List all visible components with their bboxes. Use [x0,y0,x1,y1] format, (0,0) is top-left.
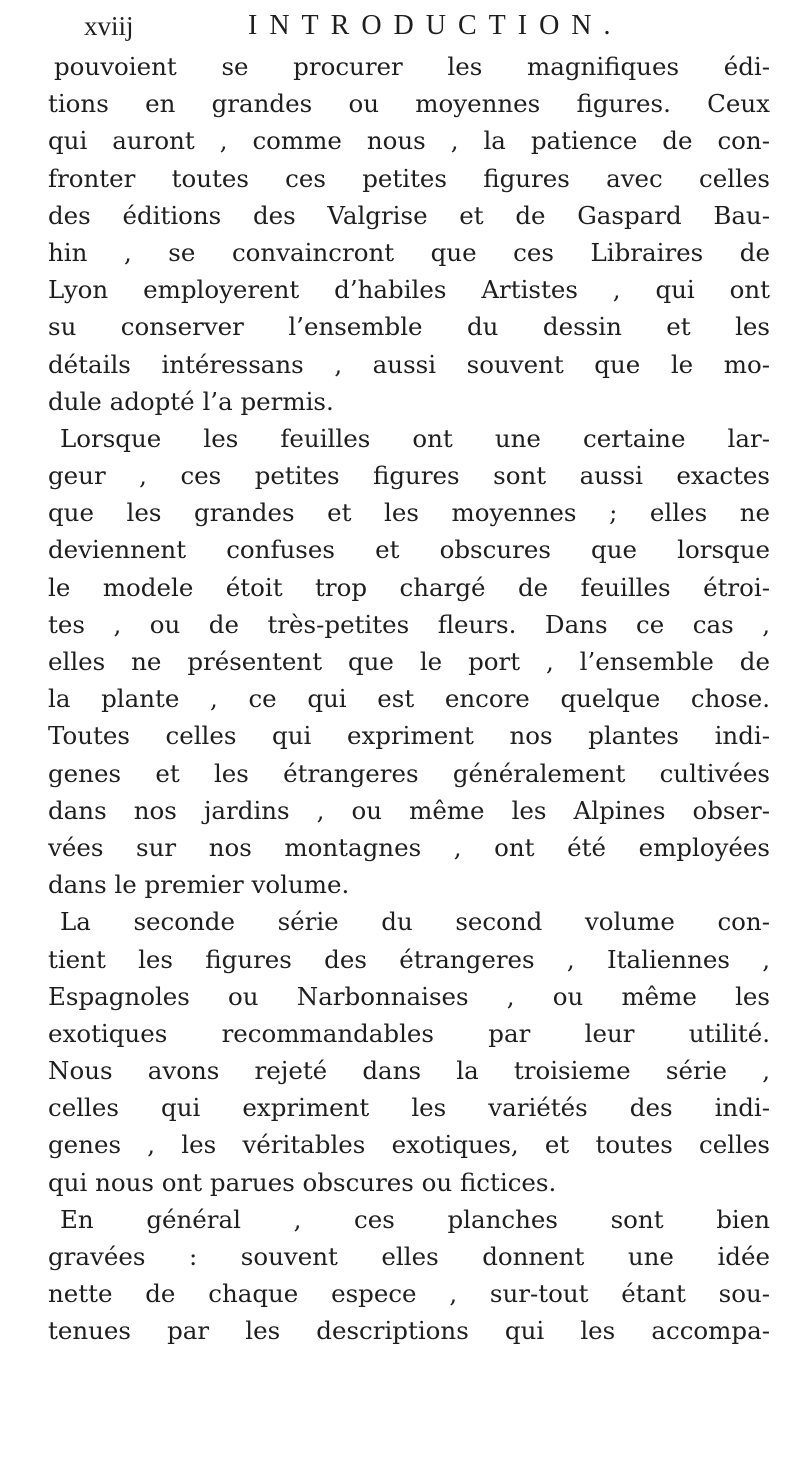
text-line: fronter toutes ces petites figures avec celles [48,163,770,193]
text-line: celles qui expriment les variétés des indi- [48,1093,770,1123]
text-line: En général , ces planches sont bien [60,1204,770,1234]
text-line: qui nous ont parues obscures ou fictices. [48,1167,557,1197]
text-line: le modele étoit trop chargé de feuilles étroi- [48,572,770,602]
text-line: tes , ou de très-petites fleurs. Dans ce cas , [48,609,770,639]
text-line: dans le premier volume. [48,870,350,900]
text-line: La seconde série du second volume con- [60,907,770,937]
text-line: Nous avons rejeté dans la troisieme série , [48,1056,770,1086]
text-line: gravées : souvent elles donnent une idée [48,1242,770,1271]
text-line: tions en grandes ou moyennes figures. Ceux [48,89,770,119]
text-line: geur , ces petites figures sont aussi exactes [48,461,770,491]
text-line: vées sur nos montagnes , ont été employées [48,832,770,862]
text-line: Lyon employerent d’habiles Artistes , qui ont [48,275,770,305]
text-line: hin , se convaincront que ces Libraires de [48,237,770,267]
text-line: elles ne présentent que le port , l’ensemble de [48,647,770,676]
text-line: tient les figures des étrangeres , Italiennes , [48,944,770,974]
text-line: que les grandes et les moyennes ; elles ne [48,498,770,528]
text-line: genes , les véritables exotiques, et toutes celles [48,1130,770,1160]
text-line: nette de chaque espece , sur-tout étant sou- [48,1279,770,1309]
text-line: pouvoient se procurer les magnifiques édi- [54,52,770,81]
text-line: Espagnoles ou Narbonnaises , ou même les [48,981,770,1011]
text-line: la plante , ce qui est encore quelque chose. [48,684,770,714]
text-line: deviennent confuses et obscures que lorsque [48,535,770,565]
text-line: Lorsque les feuilles ont une certaine lar- [60,423,770,453]
page-number: xviij [84,11,134,41]
text-line: exotiques recommandables par leur utilité. [48,1018,770,1048]
text-line: tenues par les descriptions qui les accompa- [48,1316,770,1346]
text-line: dule adopté l’a permis. [48,386,334,416]
running-head [48,8,770,44]
text-line: genes et les étrangeres généralement cultivées [48,758,770,788]
text-line: qui auront , comme nous , la patience de con- [48,126,770,156]
running-title: INTRODUCTION. [248,10,623,41]
text-line: des éditions des Valgrise et de Gaspard Bau- [48,200,770,230]
text-line: dans nos jardins , ou même les Alpines obser- [48,795,770,825]
body-text [48,48,770,1350]
text-line: détails intéressans , aussi souvent que le mo- [48,349,770,379]
text-line: Toutes celles qui expriment nos plantes indi- [48,721,770,751]
text-line: su conserver l’ensemble du dessin et les [48,312,770,342]
